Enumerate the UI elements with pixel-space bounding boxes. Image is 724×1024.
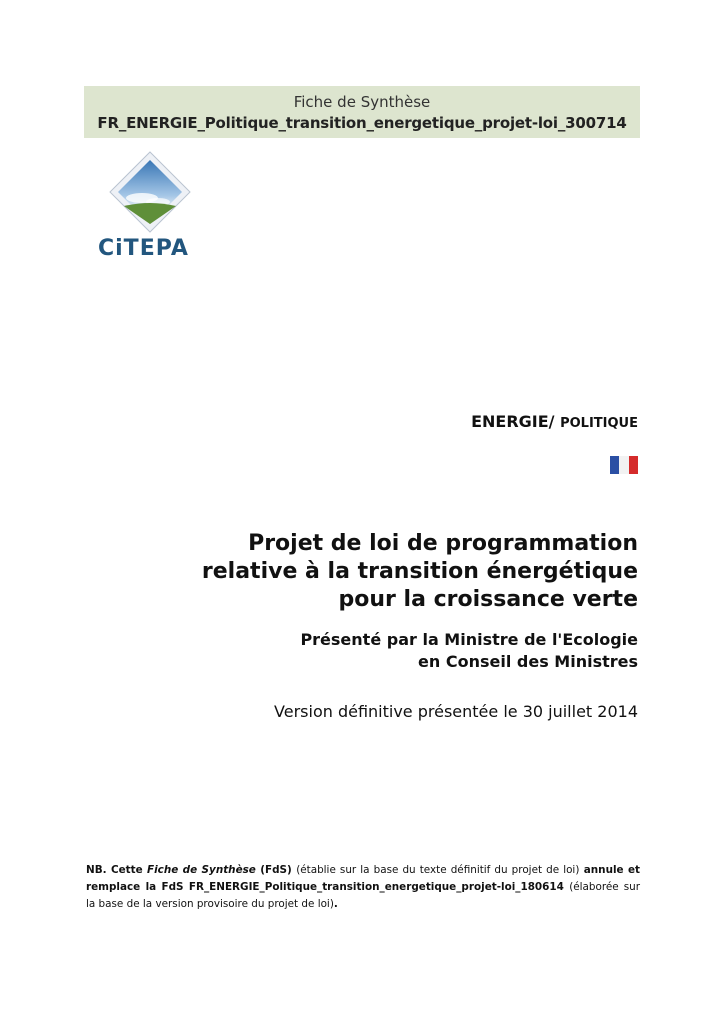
- logo-wordmark: CiTEPA: [98, 236, 189, 261]
- note-part-3: (FdS): [255, 864, 297, 876]
- note-part-7: .: [333, 898, 338, 910]
- note-part-5: annule et remplace la FdS FR_ENERGIE_Politique_transition_energetique_projet-loi_180614: [86, 864, 640, 893]
- header-title: Fiche de Synthèse: [293, 93, 431, 111]
- title-line-1: Projet de loi de programmation: [248, 531, 638, 556]
- category-sub: POLITIQUE: [560, 416, 638, 431]
- header-document-code: FR_ENERGIE_Politique_transition_energetique_projet-loi_300714: [97, 114, 627, 132]
- version-date: Version définitive présentée le 30 juillet 2014: [274, 702, 638, 721]
- category-separator: /: [548, 412, 561, 431]
- france-flag-icon: [610, 456, 638, 474]
- header-box: [84, 86, 640, 138]
- title-line-3: pour la croissance verte: [338, 587, 638, 612]
- document-subtitle: [158, 629, 638, 673]
- note-part-2: Fiche de Synthèse: [147, 864, 256, 876]
- category-main: ENERGIE: [471, 412, 549, 431]
- document-title: [158, 530, 638, 614]
- category-heading: [471, 412, 638, 431]
- title-line-2: relative à la transition énergétique: [201, 559, 638, 584]
- note-part-6: (élaborée sur la base de la version provisoire du projet de loi): [86, 881, 640, 910]
- note-part-4: (établie sur la base du texte définitif du projet de loi): [296, 864, 580, 876]
- subtitle-line-2: en Conseil des Ministres: [418, 652, 638, 671]
- note-part-1: NB. Cette: [86, 864, 148, 876]
- note-paragraph: [86, 862, 640, 913]
- subtitle-line-1: Présenté par la Ministre de l'Ecologie: [300, 630, 638, 649]
